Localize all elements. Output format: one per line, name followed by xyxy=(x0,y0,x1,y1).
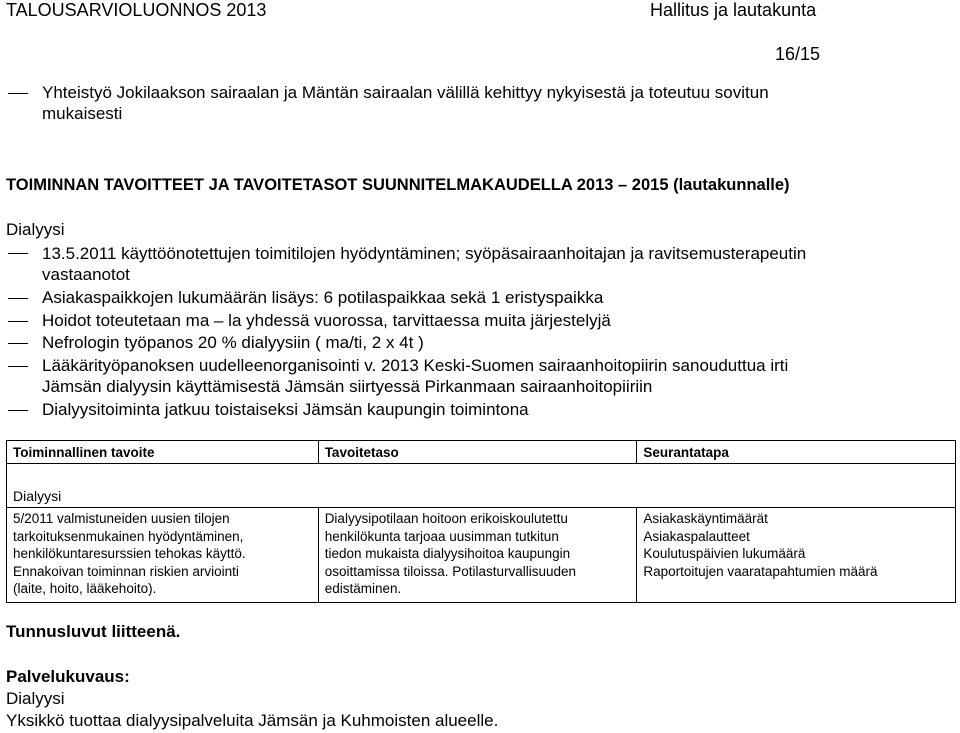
bullet-1-line1: 13.5.2011 käyttöönotettujen toimitilojen hyödyntäminen; syöpäsairaanhoitajan ja ravitsemusterapeutin xyxy=(42,244,807,263)
table-cell-objective xyxy=(7,508,319,603)
table-header-cell: Tavoitetaso xyxy=(318,441,637,464)
cell-line: Dialyysipotilaan hoitoon erikoiskoulutettu xyxy=(324,511,568,526)
cell-line: tarkoituksenmukainen hyödyntäminen, xyxy=(13,528,244,544)
bullet-1-line2: vastaanotot xyxy=(42,265,130,284)
bullet-6: Dialyysitoiminta jatkuu toistaiseksi Jämsän kaupungin toimintona xyxy=(42,400,529,419)
table-section-label: Dialyysi xyxy=(7,464,956,508)
document-header-committee: Hallitus ja lautakunta xyxy=(650,0,817,20)
palvelukuvaus-subheading: Dialyysi xyxy=(6,689,65,708)
cell-line: Raportoitujen vaaratapahtumien määrä xyxy=(643,563,878,579)
document-header-title: TALOUSARVIOLUONNOS 2013 xyxy=(6,0,267,20)
cell-line: Ennakoivan toiminnan riskien arviointi xyxy=(13,563,239,579)
table-cell-monitoring xyxy=(637,508,956,603)
bullet-3: Hoidot toteutetaan ma – la yhdessä vuorossa, tarvittaessa muita järjestelyjä xyxy=(42,311,611,330)
cell-line: henkilökunta tarjoaa uusimman tutkitun xyxy=(324,528,559,544)
cell-line: osoittamissa tiloissa. Potilasturvallisuuden xyxy=(324,563,577,579)
bullet-4: Nefrologin työpanos 20 % dialyysiin ( ma/ti, 2 x 4t ) xyxy=(42,333,424,352)
table-row xyxy=(7,508,956,603)
cell-line: edistäminen. xyxy=(324,581,402,596)
palvelukuvaus-description: Yksikkö tuottaa dialyysipalveluita Jämsän ja Kuhmoisten alueelle. xyxy=(6,711,499,730)
bullet-dash xyxy=(8,366,28,367)
tunnusluvut-heading: Tunnusluvut liitteenä. xyxy=(6,622,181,641)
bullet-2: Asiakaspaikkojen lukumäärän lisäys: 6 potilaspaikkaa sekä 1 eristyspaikka xyxy=(42,288,604,307)
cell-line: Asiakaskäyntimäärät xyxy=(643,511,768,526)
table-header-cell: Toiminnallinen tavoite xyxy=(7,441,319,464)
cell-line: Asiakaspalautteet xyxy=(643,528,750,544)
subsection-title: Dialyysi xyxy=(6,220,65,239)
page-number: 16/15 xyxy=(775,44,821,64)
cell-line: Koulutuspäivien lukumäärä xyxy=(643,546,806,561)
bullet-dash xyxy=(8,410,28,411)
table-section-row xyxy=(7,464,956,508)
bullet-dash xyxy=(8,321,28,322)
table-header-cell: Seurantatapa xyxy=(637,441,956,464)
table-cell-target xyxy=(318,508,637,603)
intro-bullet-line1: Yhteistyö Jokilaakson sairaalan ja Mäntän sairaalan välillä kehittyy nykyisestä ja toteutuu sovitun xyxy=(42,83,769,102)
bullet-5-line1: Lääkärityöpanoksen uudelleenorganisointi v. 2013 Keski-Suomen sairaanhoitopiirin sanouduttua irti xyxy=(42,356,789,375)
bullet-dash xyxy=(8,343,28,344)
bullet-dash xyxy=(8,253,28,254)
palvelukuvaus-heading: Palvelukuvaus: xyxy=(6,667,130,686)
cell-line: (laite, hoito, lääkehoito). xyxy=(13,581,157,596)
cell-line: tiedon mukaista dialyysihoitoa kaupungin xyxy=(324,546,571,561)
objectives-table xyxy=(6,440,956,603)
bullet-dash xyxy=(8,93,28,94)
bullet-5-line2: Jämsän dialyysin käyttämisestä Jämsän siirtyessä Pirkanmaan sairaanhoitopiiriin xyxy=(42,377,653,396)
intro-bullet-line2: mukaisesti xyxy=(42,104,123,123)
cell-line: 5/2011 valmistuneiden uusien tilojen xyxy=(13,511,230,526)
cell-line: henkilökuntaresurssien tehokas käyttö. xyxy=(13,546,246,561)
bullet-dash xyxy=(8,298,28,299)
section-title: TOIMINNAN TAVOITTEET JA TAVOITETASOT SUUNNITELMAKAUDELLA 2013 – 2015 (lautakunnalle) xyxy=(6,176,790,194)
table-header-row xyxy=(7,441,956,464)
